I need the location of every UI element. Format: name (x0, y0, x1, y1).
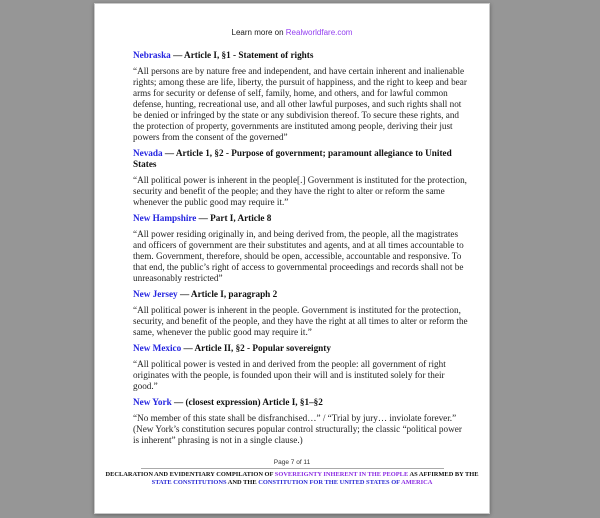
state-name-link[interactable]: New Hampshire (133, 213, 197, 223)
sections (133, 50, 469, 446)
section-heading (133, 50, 469, 61)
document-page (94, 3, 490, 514)
footer-text: AS AFFIRMED BY THE (408, 471, 479, 478)
page-number-indicator: Page 7 of 11 (273, 459, 311, 466)
footer-title-line (95, 471, 489, 479)
state-name-link[interactable]: Nevada (133, 148, 163, 158)
section-heading (133, 213, 469, 224)
section-quote: “No member of this state shall be disfranchised…” / “Trial by jury… inviolate forever.” (New York’s constitution secures popular control structurally; the classic “political power is inherent” phrasing is not in a single clause.) (133, 413, 462, 445)
section-quote: “All power residing originally in, and being derived from, the people, all the magistrates and officers of government are their substitutes and agents, and at all times accountable to them. Government, therefore, should be open, accessible, accountable and responsive. To that end, the public’s right of access to governmental proceedings and records shall not be unreasonably restricted” (133, 229, 464, 283)
footer-link[interactable]: CONSTITUTION FOR THE UNITED STATES OF (258, 479, 402, 486)
section-heading (133, 343, 469, 354)
section-quote: “All political power is inherent in the people. Government is instituted for the protection, security, and benefit of the people, and they have the right at all times to alter or reform the same, whenever the public good may require it.” (133, 305, 468, 337)
section-heading-rest: — Part I, Article 8 (196, 213, 272, 223)
section-heading-rest: — Article I, §1 - Statement of rights (170, 50, 314, 60)
footer-link[interactable]: AMERICA (401, 479, 433, 486)
section-heading (133, 148, 469, 170)
header-note-prefix: Learn more on (231, 28, 286, 37)
footer-link[interactable]: STATE CONSTITUTIONS (151, 479, 227, 486)
section-heading-rest: — Article I, paragraph 2 (177, 289, 278, 299)
section-quote: “All political power is inherent in the people[.] Government is instituted for the protection, security and benefit of the people; and they have the right to alter or reform the same whenever the public good may require it.” (133, 175, 467, 207)
state-name-link[interactable]: New York (133, 397, 172, 407)
state-name-link[interactable]: New Jersey (133, 289, 178, 299)
footer-text: DECLARATION AND EVIDENTIARY COMPILATION OF (105, 471, 275, 478)
state-name-link[interactable]: Nebraska (133, 50, 171, 60)
section-quote: “All political power is vested in and derived from the people: all government of right originates with the people, is founded upon their will and is instituted solely for their good.” (133, 359, 446, 391)
section-quote: “All persons are by nature free and independent, and have certain inherent and inalienable rights; among these are life, liberty, the pursuit of happiness, and the right to keep and bear arms for security or defense of self, family, home, and others, and for lawful common defense, hunting, recreational use, and all other lawful purposes, and such rights shall not be denied or infringed by the state or any subdivision thereof. To secure these rights, and the protection of property, governments are instituted among people, deriving their just powers from the consent of the governed” (133, 66, 467, 142)
footer-title-lines (95, 471, 489, 487)
page-footer (95, 459, 489, 487)
footer-divider (141, 468, 444, 469)
section-heading (133, 289, 469, 300)
section-heading-rest: — Article II, §2 - Popular sovereignty (181, 343, 331, 353)
realworldfare-link[interactable]: Realworldfare.com (285, 28, 353, 37)
section-heading-rest: — (closest expression) Article I, §1–§2 (171, 397, 323, 407)
section-heading (133, 397, 469, 408)
footer-link[interactable]: SOVEREIGNTY INHERENT IN THE PEOPLE (274, 471, 409, 478)
footer-text: AND THE (226, 479, 259, 486)
state-name-link[interactable]: New Mexico (133, 343, 182, 353)
footer-title-line (95, 479, 489, 487)
header-note (95, 28, 489, 37)
section-heading-rest: — Article 1, §2 - Purpose of government; paramount allegiance to United States (133, 148, 452, 169)
